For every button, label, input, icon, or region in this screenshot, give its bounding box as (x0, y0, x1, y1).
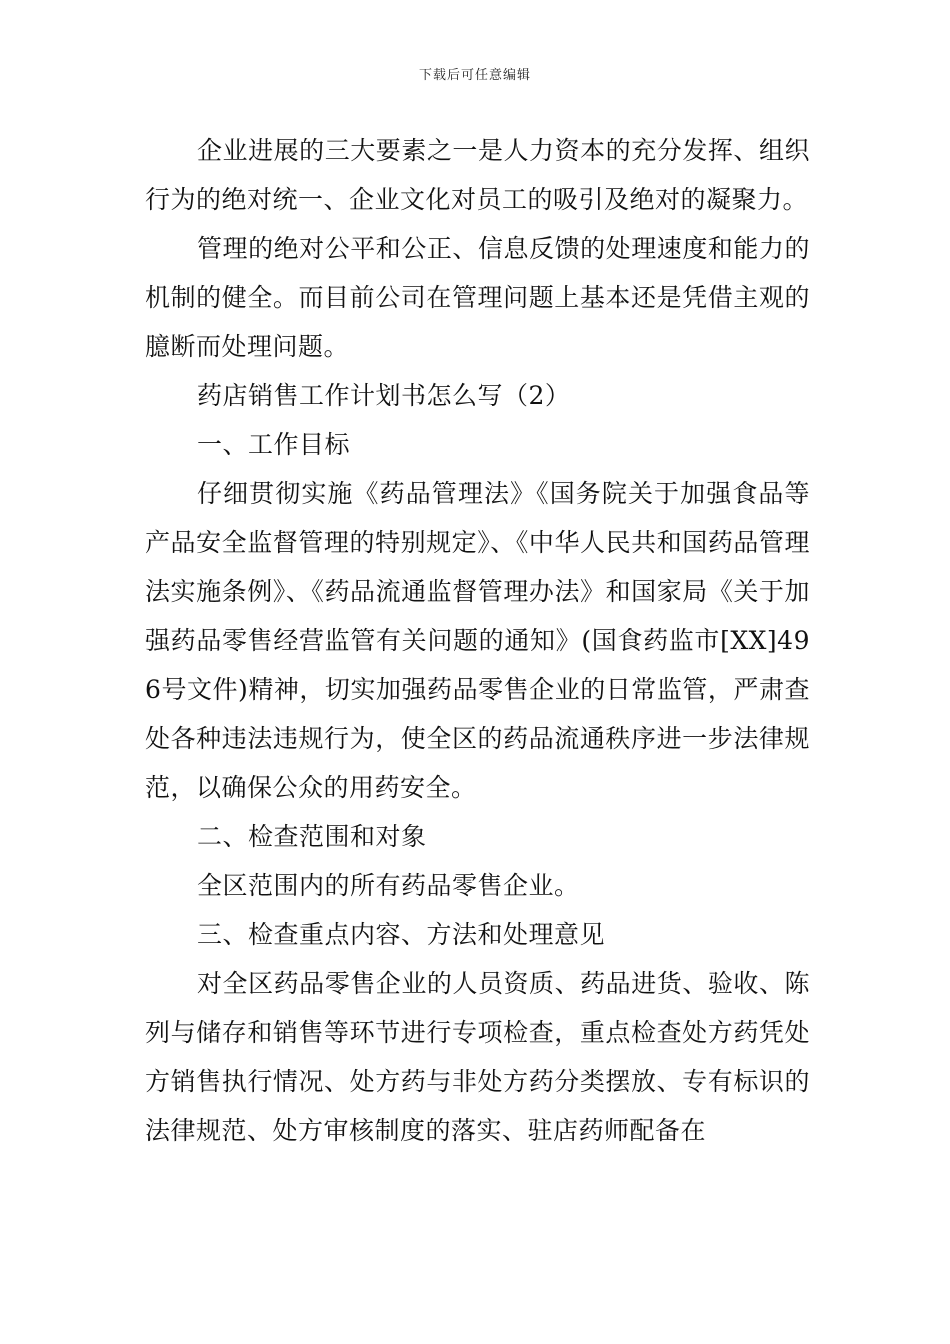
section-heading-goals: 一、工作目标 (197, 430, 351, 459)
section-heading-scope: 二、检查范围和对象 (197, 822, 427, 851)
document-body (145, 126, 810, 1155)
header-note: 下载后可任意编辑 (418, 68, 531, 83)
section-heading-inspection: 三、检查重点内容、方法和处理意见 (197, 920, 606, 949)
paragraph-goals: 仔细贯彻实施《药品管理法》《国务院关于加强食品等产品安全监督管理的特别规定》、《中华人民共和国药品管理法实施条例》、《药品流通监督管理办法》和国家局《关于加强药品零售经营监管有关问题的通知》(国食药监市[XX]496号文件)精神，切实加强药品零售企业的日常监管，严肃查处各种违法违规行为，使全区的药品流通秩序进一步法律规范，以确保公众的用药安全。 (145, 479, 810, 802)
section-heading-plan-2: 药店销售工作计划书怎么写（2） (197, 381, 571, 410)
paragraph-inspection: 对全区药品零售企业的人员资质、药品进货、验收、陈列与储存和销售等环节进行专项检查，重点检查处方药凭处方销售执行情况、处方药与非处方药分类摆放、专有标识的法律规范、处方审核制度的落实、驻店药师配备在 (145, 969, 810, 1145)
paragraph-2: 管理的绝对公平和公正、信息反馈的处理速度和能力的机制的健全。而目前公司在管理问题上基本还是凭借主观的臆断而处理问题。 (145, 234, 810, 361)
paragraph-1: 企业进展的三大要素之一是人力资本的充分发挥、组织行为的绝对统一、企业文化对员工的吸引及绝对的凝聚力。 (145, 136, 810, 214)
paragraph-scope: 全区范围内的所有药品零售企业。 (197, 871, 580, 900)
